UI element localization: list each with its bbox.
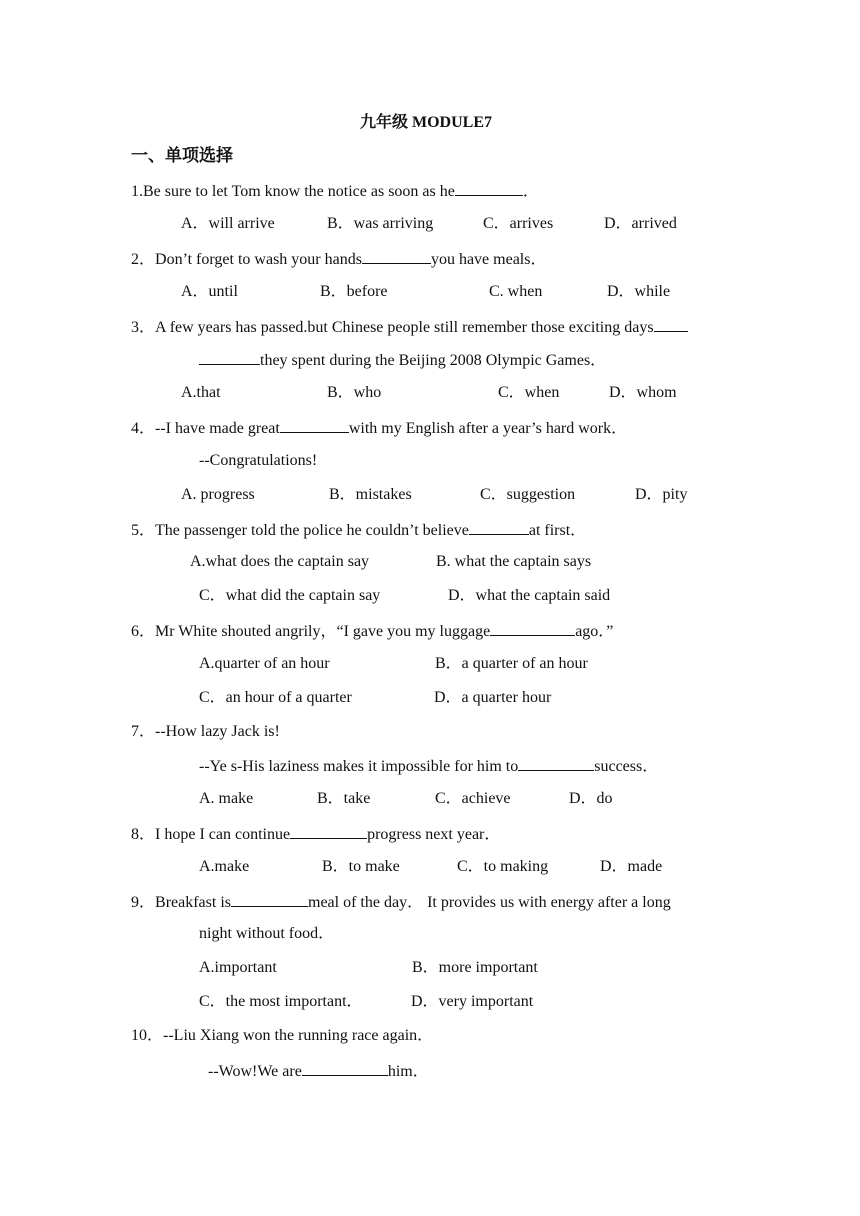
answer-blank (490, 620, 575, 636)
page-title: 九年级 MODULE7 (360, 114, 493, 131)
option-d: D．very important (411, 993, 534, 1010)
answer-blank (518, 755, 594, 771)
option-b: B．take (317, 790, 371, 807)
option-a: A.what does the captain say (190, 553, 370, 570)
question-text: success． (594, 758, 659, 775)
dialogue-reply (208, 1060, 429, 1082)
option-b: B．a quarter of an hour (435, 655, 588, 672)
question-number: 3． (131, 319, 156, 336)
question-9 (131, 891, 671, 913)
question-number: 9． (131, 894, 156, 911)
question-number: 6． (131, 623, 156, 640)
question-text: Breakfast is (155, 894, 231, 911)
question-text: ago．” (575, 623, 614, 640)
question-text: you have meals． (430, 251, 547, 268)
answer-blank (654, 316, 688, 332)
answer-blank (455, 180, 523, 196)
option-d: D．a quarter hour (434, 689, 552, 706)
dialogue-reply: --Congratulations! (199, 452, 318, 469)
question-text: they spent during the Beijing 2008 Olympic Games． (260, 352, 607, 369)
question-number: 10． (131, 1027, 164, 1044)
question-text: progress next year． (367, 826, 501, 843)
option-d: D．made (600, 858, 663, 875)
option-d: D．do (569, 790, 613, 807)
option-a: A. progress (181, 486, 255, 503)
option-b: B．before (320, 283, 388, 300)
option-c: C．an hour of a quarter (199, 689, 352, 706)
question-text: --I have made great (155, 420, 280, 437)
answer-blank (231, 891, 308, 907)
answer-blank (469, 519, 529, 535)
question-text: --How lazy Jack is! (155, 723, 280, 740)
answer-blank (280, 417, 349, 433)
option-d: D．pity (635, 486, 688, 503)
question-text: Be sure to let Tom know the notice as soon as he (143, 183, 455, 200)
question-text: him． (387, 1063, 429, 1080)
option-d: D．what the captain said (448, 587, 611, 604)
option-b: B．mistakes (329, 486, 412, 503)
question-text: with my English after a year’s hard work． (348, 420, 628, 437)
question-4 (131, 417, 627, 439)
answer-blank (302, 1060, 388, 1076)
question-text: A few years has passed.but Chinese people still remember those exciting days (155, 319, 654, 336)
option-c: C. when (489, 283, 543, 300)
question-3-continued (199, 349, 606, 371)
option-a: A．until (181, 283, 238, 300)
option-a: A．will arrive (181, 215, 275, 232)
question-7 (131, 722, 280, 742)
option-b: B. what the captain says (436, 553, 592, 570)
question-10 (131, 1026, 433, 1046)
question-text: meal of the day． It provides us with energy after a long (308, 894, 671, 911)
option-c: C．what did the captain say (199, 587, 381, 604)
option-c: C．when (498, 384, 560, 401)
option-b: B．was arriving (327, 215, 434, 232)
question-number: 1. (131, 183, 143, 200)
question-number: 4． (131, 420, 156, 437)
option-c: C．to making (457, 858, 549, 875)
question-text: Mr White shouted angrily，“I gave you my luggage (155, 623, 491, 640)
option-d: D．arrived (604, 215, 677, 232)
question-1 (131, 180, 539, 202)
question-text: ． (522, 183, 539, 200)
option-a: A.important (199, 959, 277, 976)
option-d: D．while (607, 283, 671, 300)
option-a: A.quarter of an hour (199, 655, 330, 672)
question-2 (131, 248, 546, 270)
question-text: --Liu Xiang won the running race again． (163, 1027, 434, 1044)
question-9-continued: night without food． (199, 925, 335, 942)
question-3 (131, 316, 688, 338)
question-5 (131, 519, 586, 541)
question-8 (131, 823, 500, 845)
question-number: 7． (131, 723, 156, 740)
question-6 (131, 620, 613, 642)
option-a: A.that (181, 384, 221, 401)
answer-blank (199, 349, 260, 365)
question-text: Don’t forget to wash your hands (155, 251, 362, 268)
option-b: B．who (327, 384, 382, 401)
answer-blank (290, 823, 367, 839)
question-text: at first． (528, 522, 587, 539)
option-a: A.make (199, 858, 250, 875)
option-c: C．arrives (483, 215, 554, 232)
option-d: D．whom (609, 384, 677, 401)
question-text: --Ye s-His laziness makes it impossible for him to (199, 758, 519, 775)
question-text: I hope I can continue (155, 826, 291, 843)
option-c: C．suggestion (480, 486, 576, 503)
option-b: B．more important (412, 959, 538, 976)
option-a: A. make (199, 790, 254, 807)
question-number: 2． (131, 251, 156, 268)
question-number: 5． (131, 522, 156, 539)
option-c: C．achieve (435, 790, 511, 807)
answer-blank (362, 248, 431, 264)
question-number: 8． (131, 826, 156, 843)
dialogue-reply (199, 755, 658, 777)
question-text: The passenger told the police he couldn’t believe (155, 522, 469, 539)
option-b: B．to make (322, 858, 400, 875)
option-c: C．the most important． (199, 993, 363, 1010)
section-heading: 一、单项选择 (131, 146, 233, 166)
question-text: --Wow!We are (208, 1063, 302, 1080)
